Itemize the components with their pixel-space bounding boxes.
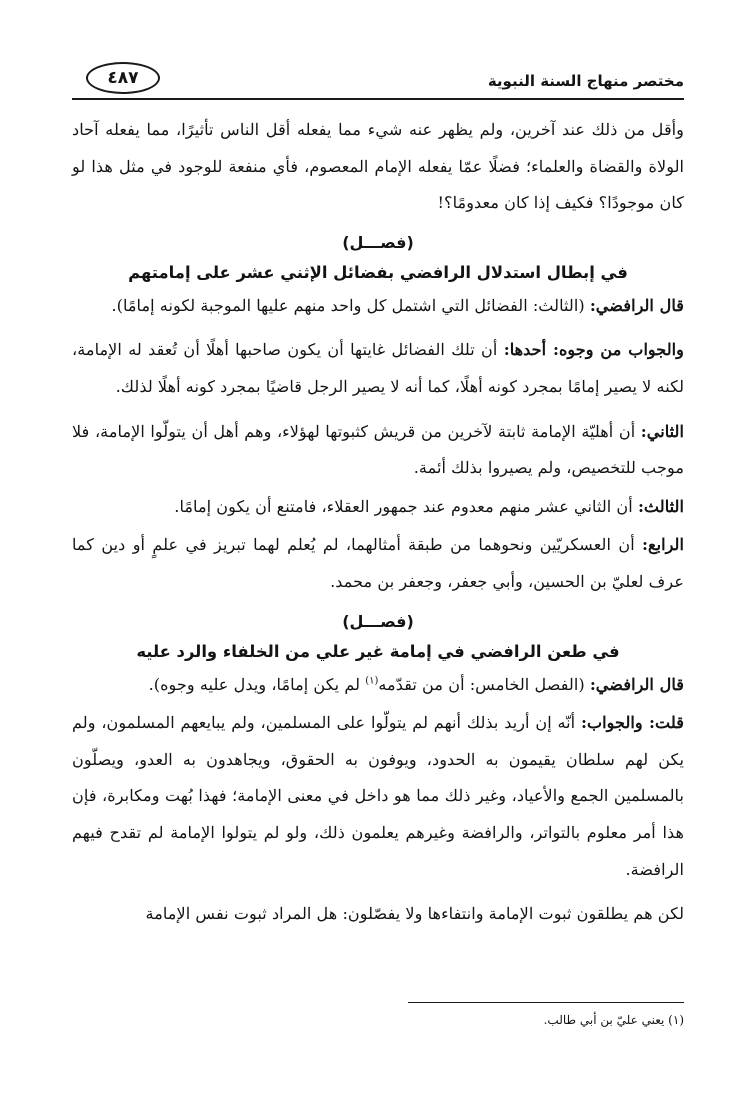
paragraph bbox=[72, 705, 684, 888]
footnote-marker: (١) bbox=[365, 675, 379, 687]
footnote-rule bbox=[408, 1002, 684, 1003]
paragraph-text: أن تلك الفضائل غايتها أن يكون صاحبها أهلًا أن تُعقد له الإمامة، لكنه لا يصير إمامًا بمجرد كونه أهلًا، كما أنه لا يصير الرجل قاضيًا بمجرد كونه أهلًا لذلك. bbox=[72, 340, 684, 396]
paragraph-label: قلت: والجواب: bbox=[580, 713, 684, 733]
page-header bbox=[72, 58, 684, 100]
paragraph-text: أن العسكريّين ونحوهما من طبقة أمثالهما، لم يُعلم لهما تبريز في علمٍ أو دين كما عرف لعليّ بن الحسين، وأبي جعفر، وجعفر بن محمد. bbox=[72, 535, 684, 591]
section-title: في طعن الرافضي في إمامة غير علي من الخلفاء والرد عليه bbox=[136, 641, 620, 661]
paragraph bbox=[72, 332, 684, 405]
paragraph-label: الثاني: bbox=[640, 421, 684, 441]
page-number: ٤٨٧ bbox=[86, 62, 160, 94]
paragraph bbox=[72, 288, 684, 325]
paragraph-text: لم يكن إمامًا، ويدل عليه وجوه). bbox=[148, 674, 366, 694]
paragraph-label: قال الرافضي: bbox=[589, 295, 684, 315]
footnote: (١) يعني عليّ بن أبي طالب. bbox=[543, 1013, 684, 1027]
paragraph: وأقل من ذلك عند آخرين، ولم يظهر عنه شيء مما يفعله أقل الناس تأثيرًا، مما يفعله آحاد الولاة والقضاة والعلماء؛ فضلًا عمّا يفعله الإمام المعصوم، فأي منفعة للوجود في مثل هذا لو كان موجودًا؟ فكيف إذا كان معدومًا؟! bbox=[72, 120, 684, 213]
paragraph bbox=[72, 667, 684, 704]
paragraph-label: الرابع: bbox=[642, 535, 684, 555]
section-heading: (فصـــل) bbox=[342, 611, 414, 631]
paragraph-text: (الفصل الخامس: أن من تقدّمه bbox=[378, 674, 590, 694]
paragraph-text: أن الثاني عشر منهم معدوم عند جمهور العقلاء، فامتنع أن يكون إمامًا. bbox=[174, 496, 638, 516]
header-rule bbox=[72, 98, 684, 100]
main-text bbox=[72, 112, 684, 933]
section-heading: (فصـــل) bbox=[342, 232, 414, 252]
book-title: مختصر منهاج السنة النبوية bbox=[487, 72, 684, 90]
paragraph bbox=[72, 527, 684, 600]
paragraph-text: أن أهليّة الإمامة ثابتة لآخرين من قريش كثبوتها لهؤلاء، وهم أهل أن يتولّوا الإمامة، فلا موجب للتخصيص، ولم يصيروا بذلك أئمة. bbox=[72, 421, 684, 478]
section-title: في إبطال استدلال الرافضي بفضائل الإثني عشر على إمامتهم bbox=[128, 262, 628, 282]
paragraph-label: قال الرافضي: bbox=[589, 674, 684, 694]
paragraph bbox=[72, 414, 684, 487]
paragraph-label: الثالث: bbox=[637, 496, 684, 516]
paragraph-text: (الثالث: الفضائل التي اشتمل كل واحد منهم عليها الموجبة لكونه إمامًا). bbox=[111, 295, 590, 315]
paragraph-label: والجواب من وجوه: أحدها: bbox=[503, 340, 684, 360]
paragraph-text: أنّه إن أريد بذلك أنهم لم يتولّوا على المسلمين، ولم يبايعهم المسلمون، ولم يكن لهم سلطان يقيمون به الحدود، ويوفون به الحقوق، ويجاهدون به العدو، ويصلّون بالمسلمين الجمع والأعياد، وغير ذلك مما هو داخل في معنى الإمامة؛ فهذا بُهت ومكابرة، فإن هذا أمر معلوم بالتواتر، والرافضة وغيرهم يعلمون ذلك، ولو لم يتولوا الإمامة لم تقدح فيهم الرافضة. bbox=[72, 713, 684, 879]
paragraph bbox=[72, 489, 684, 526]
paragraph: لكن هم يطلقون ثبوت الإمامة وانتفاءها ولا يفصّلون: هل المراد ثبوت نفس الإمامة bbox=[145, 904, 684, 924]
